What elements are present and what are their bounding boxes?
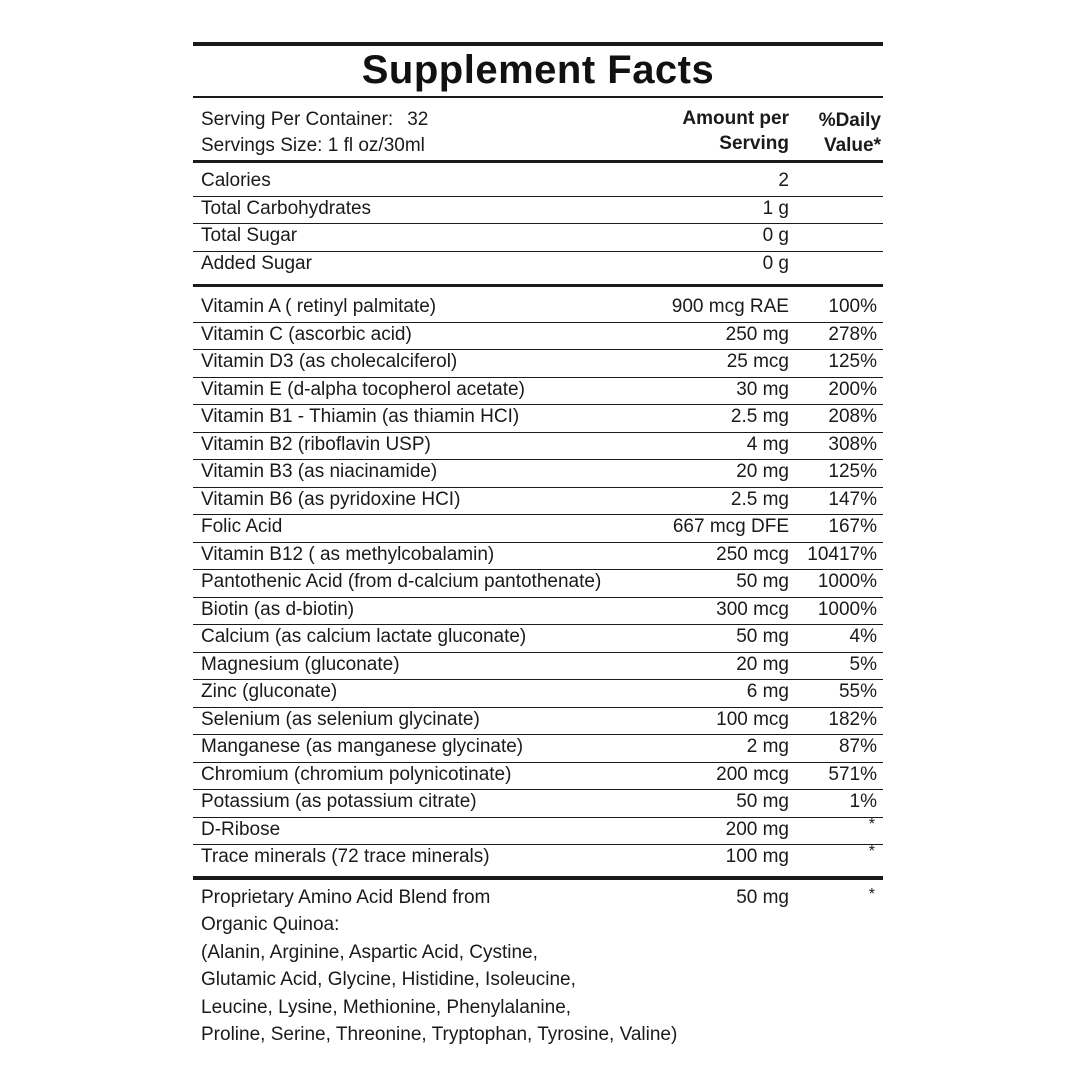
nutrient-amount: 2.5 mg <box>730 488 789 510</box>
nutrient-amount: 200 mcg <box>716 763 789 785</box>
nutrient-amount: 4 mg <box>746 433 789 455</box>
nutrient-name: Pantothenic Acid (from d-calcium pantothenate) <box>201 571 602 592</box>
nutrient-daily-value: 125% <box>828 461 877 482</box>
nutrient-name: Vitamin B12 ( as methylcobalamin) <box>201 543 495 565</box>
dv-header-line1: %Daily <box>818 110 881 131</box>
servings-per-container <box>201 107 428 133</box>
fact-row <box>193 815 883 846</box>
fact-row <box>193 433 883 461</box>
nutrient-amount: 20 mg <box>736 461 789 482</box>
fact-row <box>193 845 883 872</box>
nutrient-name: Zinc (gluconate) <box>201 681 338 702</box>
nutrient-amount: 2 <box>778 170 789 191</box>
nutrient-daily-value: 182% <box>828 708 877 730</box>
nutrient-amount: 250 mg <box>725 323 789 345</box>
nutrient-name: Vitamin B6 (as pyridoxine HCI) <box>201 488 461 510</box>
fact-row <box>193 790 883 818</box>
fact-row <box>193 224 883 252</box>
nutrient-amount: 1 g <box>762 197 789 219</box>
nutrient-name: Vitamin E (d-alpha tocopherol acetate) <box>201 378 525 400</box>
amount-header-line1: Amount per <box>682 108 789 129</box>
nutrient-amount: 2 mg <box>746 736 789 757</box>
fact-row <box>193 460 883 488</box>
nutrient-name: Trace minerals (72 trace minerals) <box>201 846 490 867</box>
servings-per-container-value: 32 <box>407 109 429 130</box>
nutrient-name: Total Sugar <box>201 225 298 246</box>
nutrient-amount: 30 mg <box>736 378 789 400</box>
nutrient-name: Added Sugar <box>201 252 312 274</box>
nutrient-list <box>193 295 883 872</box>
nutrient-daily-value: 200% <box>828 378 877 400</box>
nutrient-daily-value: 1% <box>849 791 877 812</box>
nutrient-name: Folic Acid <box>201 516 283 537</box>
servings-per-container-label: Serving Per Container: <box>201 109 394 130</box>
fact-row <box>193 169 883 197</box>
blend-daily-value: * <box>868 885 875 903</box>
nutrient-amount: 0 g <box>762 225 789 246</box>
fact-row <box>193 515 883 543</box>
nutrient-name: Vitamin B2 (riboflavin USP) <box>201 433 431 455</box>
panel-title: Supplement Facts <box>361 48 715 92</box>
nutrient-daily-value: 125% <box>828 351 877 372</box>
nutrient-name: Vitamin C (ascorbic acid) <box>201 323 412 345</box>
nutrient-amount: 200 mg <box>725 818 789 840</box>
amount-per-serving-header <box>639 106 789 156</box>
blend-line: Proline, Serine, Threonine, Tryptophan, Tyrosine, Valine) <box>201 1024 678 1045</box>
nutrient-daily-value: 208% <box>828 406 877 427</box>
nutrient-name: Biotin (as d-biotin) <box>201 598 355 620</box>
fact-row <box>193 378 883 406</box>
fact-row <box>193 350 883 378</box>
nutrient-amount: 250 mcg <box>716 543 789 565</box>
blend-line: Glutamic Acid, Glycine, Histidine, Isoleucine, <box>201 969 576 990</box>
serving-size: Servings Size: 1 fl oz/30ml <box>201 135 425 156</box>
nutrient-name: Vitamin D3 (as cholecalciferol) <box>201 351 458 372</box>
nutrient-daily-value: * <box>868 843 875 860</box>
nutrient-name: Chromium (chromium polynicotinate) <box>201 763 512 785</box>
nutrient-daily-value: 167% <box>828 516 877 537</box>
nutrient-daily-value: 308% <box>828 433 877 455</box>
nutrient-amount: 20 mg <box>736 653 789 675</box>
blend-line: Proprietary Amino Acid Blend from <box>201 886 491 908</box>
fact-row <box>193 763 883 791</box>
nutrient-amount: 300 mcg <box>716 598 789 620</box>
amount-header-line2: Serving <box>719 133 789 154</box>
fact-row <box>193 543 883 571</box>
fact-row <box>193 570 883 598</box>
fact-row <box>193 598 883 626</box>
serving-info <box>193 98 883 160</box>
nutrient-name: Calcium (as calcium lactate gluconate) <box>201 626 527 647</box>
fact-row <box>193 653 883 681</box>
nutrient-name: Total Carbohydrates <box>201 197 372 219</box>
nutrient-daily-value: 100% <box>828 296 877 317</box>
nutrient-daily-value: 147% <box>828 488 877 510</box>
nutrient-name: Selenium (as selenium glycinate) <box>201 708 480 730</box>
nutrient-name: Vitamin B1 - Thiamin (as thiamin HCI) <box>201 406 520 427</box>
nutrient-daily-value: 55% <box>838 681 877 702</box>
proprietary-blend <box>193 880 883 1049</box>
nutrient-name: Manganese (as manganese glycinate) <box>201 736 524 757</box>
nutrient-amount: 100 mcg <box>716 708 789 730</box>
nutrient-amount: 25 mcg <box>726 351 789 372</box>
nutrient-name: Magnesium (gluconate) <box>201 653 400 675</box>
fact-row <box>193 323 883 351</box>
nutrient-daily-value: 1000% <box>817 571 877 592</box>
nutrient-daily-value: 10417% <box>807 543 877 565</box>
serving-details <box>201 107 428 159</box>
nutrient-amount: 667 mcg DFE <box>672 516 789 537</box>
nutrient-name: Vitamin A ( retinyl palmitate) <box>201 296 437 317</box>
nutrient-amount: 0 g <box>762 252 789 274</box>
nutrient-amount: 100 mg <box>725 846 789 867</box>
fact-row <box>193 708 883 736</box>
nutrient-amount: 6 mg <box>746 681 789 702</box>
nutrient-daily-value: 571% <box>828 763 877 785</box>
basic-facts-list <box>193 169 883 278</box>
nutrient-daily-value: 1000% <box>817 598 877 620</box>
blend-line: Leucine, Lysine, Methionine, Phenylalanine, <box>201 996 572 1018</box>
nutrient-amount: 2.5 mg <box>730 406 789 427</box>
nutrient-amount: 50 mg <box>736 791 789 812</box>
nutrient-amount: 900 mcg RAE <box>671 296 789 317</box>
fact-row <box>193 735 883 763</box>
blend-line: (Alanin, Arginine, Aspartic Acid, Cystine, <box>201 941 538 963</box>
nutrient-name: Vitamin B3 (as niacinamide) <box>201 461 438 482</box>
nutrient-daily-value: * <box>868 815 875 833</box>
nutrient-daily-value: 5% <box>849 653 877 675</box>
supplement-facts-panel <box>193 42 883 1049</box>
nutrient-amount: 50 mg <box>736 571 789 592</box>
nutrient-name: D-Ribose <box>201 818 281 840</box>
nutrient-daily-value: 4% <box>849 626 877 647</box>
fact-row <box>193 680 883 708</box>
fact-row <box>193 295 883 323</box>
fact-row <box>193 197 883 225</box>
blend-line: Organic Quinoa: <box>201 914 340 935</box>
dv-header-line2: Value* <box>823 135 881 156</box>
nutrient-daily-value: 278% <box>828 323 877 345</box>
nutrient-name: Calories <box>201 170 271 191</box>
fact-row <box>193 252 883 279</box>
nutrient-daily-value: 87% <box>838 736 877 757</box>
daily-value-header <box>791 108 881 158</box>
fact-row <box>193 625 883 653</box>
fact-row <box>193 488 883 516</box>
nutrient-amount: 50 mg <box>736 626 789 647</box>
blend-amount: 50 mg <box>736 886 789 908</box>
nutrient-name: Potassium (as potassium citrate) <box>201 791 477 812</box>
fact-row <box>193 405 883 433</box>
